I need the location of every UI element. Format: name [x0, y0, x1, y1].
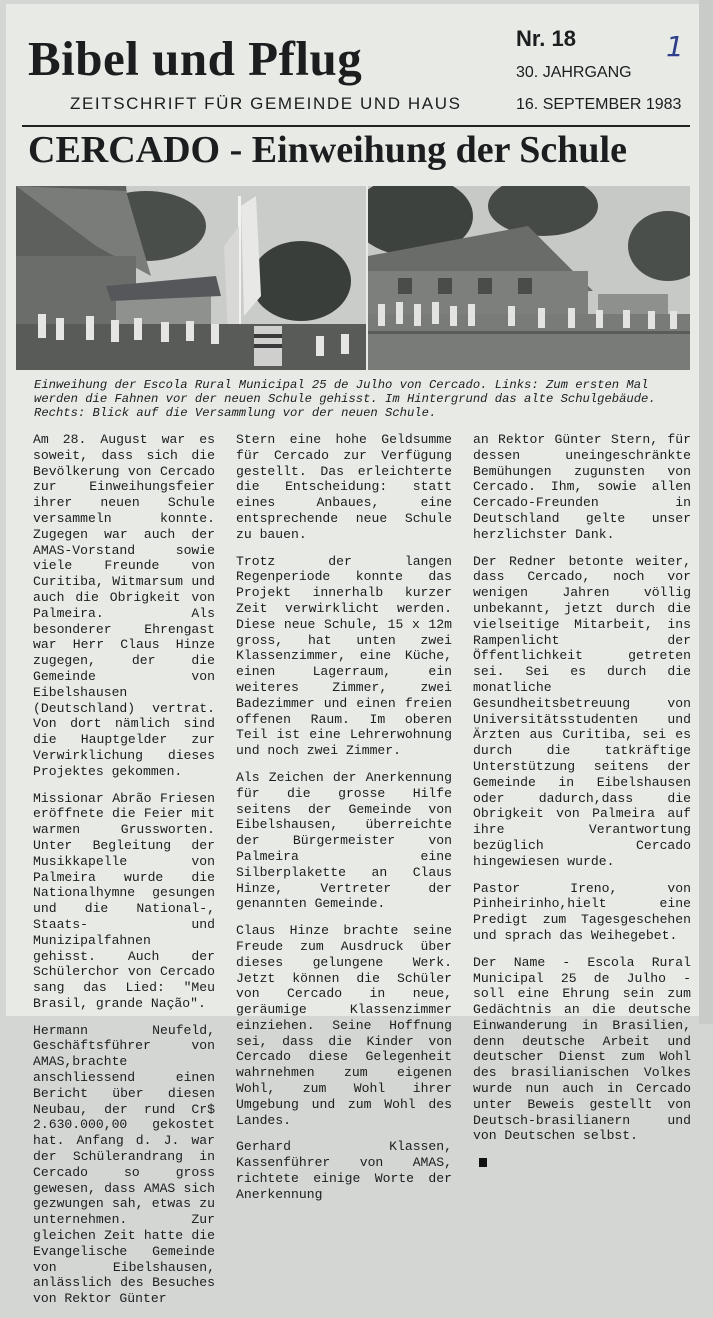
issue-number: Nr. 18	[516, 26, 576, 51]
article-paragraph: Missionar Abrão Friesen eröffnete die Feier mit warmen Grussworten. Unter Begleitung der Musikkapelle von Palmeira wurde die Nationalhymne gesungen und die National-, Staats- und Munizipalfahnen gehisst. Auch der Schülerchor von Cercado sang das Lied: "Meu Brasil, grande Nação".	[33, 790, 215, 1011]
article-paragraph: Der Redner betonte weiter, dass Cercado, noch vor wenigen Jahren völlig unbekannt, jetzt durch die vielseitige Mitarbeit, ins Rampenlicht der Öffentlichkeit getreten sei. Sei es durch die monatliche Gesundheitsbetreuung von Universitätsstudenten und Ärzten aus Curitiba, sei es durch die tatkräftige Unterstützung seitens der Gemeinde in Eibelshausen oder dadurch,dass die Obrigkeit von Palmeira auf ihre Verantwortung bezüglich Cercado hingewiesen wurde.	[473, 553, 691, 869]
article-paragraph: Pastor Ireno, von Pinheirinho,hielt eine Predigt zum Tagesgeschehen und sprach das Weihegebet.	[473, 880, 691, 943]
issue-volume: 30. JAHRGANG	[516, 64, 632, 81]
issue-date: 16. SEPTEMBER 1983	[516, 96, 682, 113]
article-paragraph: Der Name - Escola Rural Municipal 25 de Julho - soll eine Ehrung sein zum Gedächtnis an die deutsche Einwanderung in Brasilien, denn deutsche Arbeit und deutscher Dienst zum Wohl des brasilianischen Volkes wurde nun auch in Cercado unter Beweis gestellt von Deutsch-brasilianern und von Deutschen selbst.	[473, 954, 691, 1144]
photo-flag-raising-image	[16, 186, 366, 370]
article-column-1	[33, 432, 215, 1318]
article-paragraph: Am 28. August war es soweit, dass sich die Bevölkerung von Cercado zur Einweihungsfeier ihrer neuen Schule versammeln konnte. Zugegen war auch der AMAS-Vorstand sowie viele Freunde von Curitiba, Witmarsum und auch die Obrigkeit von Palmeira. Als besonderer Ehrengast war Herr Claus Hinze zugegen, der die Gemeinde von Eibelshausen (Deutschland) vertrat. Von dort nämlich sind die Hauptgelder zur Verwirklichung dieses Projektes gekommen.	[33, 432, 215, 779]
article-headline: CERCADO - Einweihung der Schule	[28, 129, 627, 171]
article-paragraph: Gerhard Klassen, Kassenführer von AMAS, richtete einige Worte der Anerkennung	[236, 1139, 452, 1202]
article-paragraph: Trotz der langen Regenperiode konnte das Projekt innerhalb kurzer Zeit verwirklicht werden. Diese neue Schule, 15 x 12m gross, hat unten zwei Klassenzimmer, eine Küche, einen Lagerraum, ein weiteres Zimmer, zwei Badezimmer und einen freien offenen Raum. Im oberen Teil ist eine Lehrerwohnung und noch zwei Zimmer.	[236, 553, 452, 759]
masthead-title: Bibel und Pflug	[28, 31, 363, 86]
article-column-3	[473, 432, 691, 1171]
article-paragraph: Stern eine hohe Geldsumme für Cercado zur Verfügung gestellt. Das erleichterte die Entscheidung: statt eines Anbaues, eine entsprechende neue Schule zu bauen.	[236, 432, 452, 542]
masthead-rule	[22, 125, 690, 127]
page-edge	[699, 0, 713, 1024]
article-paragraph: Claus Hinze brachte seine Freude zum Ausdruck über dieses gelungene Werk. Jetzt können die Schüler von Cercado in neue, geräumige Klassenzimmer einziehen. Seine Hoffnung sei, dass die Kinder von Cercado diese Gelegenheit wahrnehmen zum eigenen Wohl, zum Wohl ihrer Umgebung und zum Wohl des Landes.	[236, 923, 452, 1128]
photo-flag-raising	[16, 186, 366, 370]
masthead-subtitle: ZEITSCHRIFT FÜR GEMEINDE UND HAUS	[70, 94, 462, 113]
handwritten-mark: 1	[666, 30, 684, 63]
article-column-2	[236, 432, 452, 1214]
photo-assembly-image	[368, 186, 690, 370]
article-paragraph: Hermann Neufeld, Geschäftsführer von AMAS,brachte anschliessend einen Bericht über diesen Neubau, der rund Cr$ 2.630.000,00 gekostet hat. Anfang d. J. war der Schülerandrang in Cercado so gross gewesen, dass AMAS sich gezwungen sah, etwas zu unternehmen. Zur gleichen Zeit hatte die Evangelische Gemeinde von Eibelshausen, anlässlich des Besuches von Rektor Günter	[33, 1022, 215, 1307]
photo-assembly	[368, 186, 690, 370]
article-paragraph: an Rektor Günter Stern, für dessen uneingeschränkte Bemühungen zugunsten von Cercado. Ihm, sowie allen Cercado-Freunden in Deutschland gelte unser herzlichster Dank.	[473, 432, 691, 542]
end-of-article-mark	[479, 1158, 487, 1167]
photo-caption: Einweihung der Escola Rural Municipal 25 de Julho von Cercado. Links: Zum ersten Mal werden die Fahnen vor der neuen Schule gehisst. Im Hintergrund das alte Schulgebäude. Rechts: Blick auf die Versammlung vor der neuen Schule.	[34, 378, 656, 420]
article-paragraph: Als Zeichen der Anerkennung für die grosse Hilfe seitens der Gemeinde von Eibelshausen, überreichte der Bürgermeister von Palmeira eine Silberplakette an Claus Hinze, Vertreter der genannten Gemeinde.	[236, 769, 452, 912]
